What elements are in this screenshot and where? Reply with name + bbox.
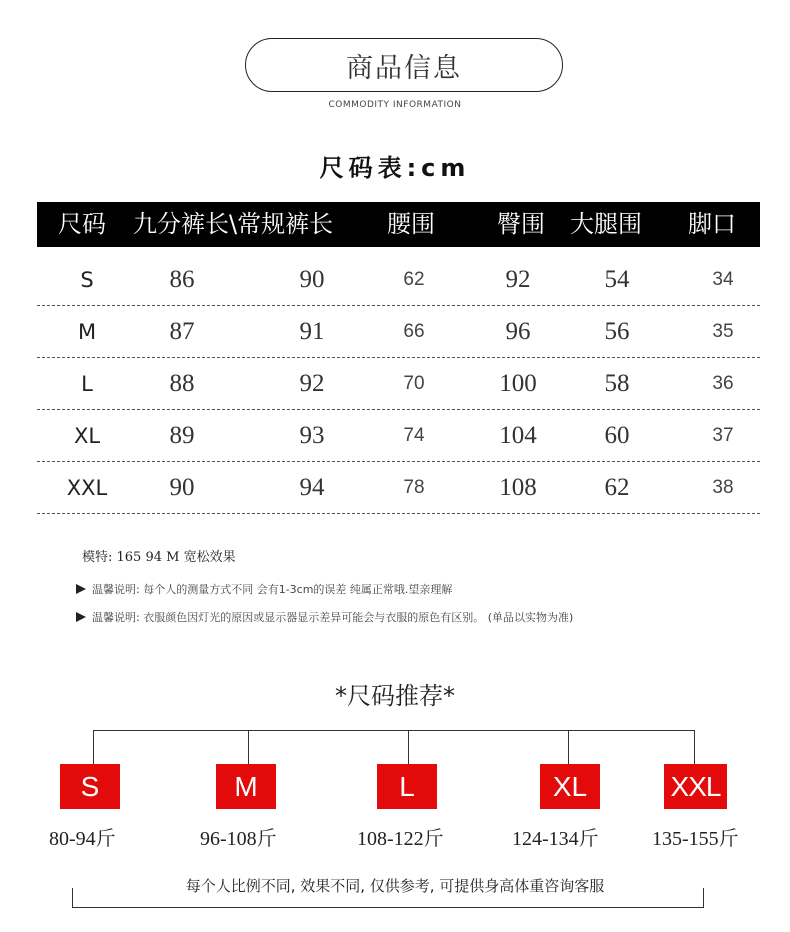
table-row: [37, 410, 760, 462]
cell-hem: 37: [712, 425, 734, 446]
size-box-m: M: [216, 764, 276, 809]
table-row: [37, 358, 760, 410]
col-header-hip: 臀围: [497, 210, 545, 238]
col-header-hem: 脚口: [688, 210, 736, 238]
col-header-waist: 腰围: [387, 210, 435, 238]
row-divider: [37, 513, 760, 514]
size-recommendation-title: *尺码推荐*: [335, 682, 455, 710]
cell-thigh: 58: [604, 370, 630, 397]
cell-length-regular: 91: [299, 318, 325, 345]
weight-range-xxl: 135-155斤: [652, 828, 739, 850]
section-title-pill: [245, 38, 563, 92]
size-box-xl: XL: [540, 764, 600, 809]
triangle-bullet-icon: [76, 612, 86, 622]
cell-size: XL: [73, 424, 101, 448]
consult-note: 每个人比例不同, 效果不同, 仅供参考, 可提供身高体重咨询客服: [185, 877, 605, 895]
cell-length-regular: 93: [299, 422, 325, 449]
cell-hem: 34: [712, 269, 734, 290]
cell-length-9: 88: [169, 370, 195, 397]
section-title: 商品信息: [346, 52, 462, 84]
table-row: [37, 254, 760, 306]
cell-size: M: [77, 320, 97, 344]
cell-hip: 104: [499, 422, 537, 449]
model-info: 模特: 165 94 M 宽松效果: [82, 550, 236, 565]
weight-range-m: 96-108斤: [200, 828, 277, 850]
size-table-header: [37, 202, 760, 247]
bracket-top-line: [93, 730, 694, 731]
col-header-thigh: 大腿围: [570, 210, 642, 238]
col-header-length: 九分裤长\常规裤长: [133, 210, 334, 238]
section-subtitle: COMMODITY INFORMATION: [328, 100, 462, 110]
size-box-xxl: XXL: [664, 764, 727, 809]
cell-length-9: 89: [169, 422, 195, 449]
cell-waist: 70: [403, 373, 425, 394]
note-text: 温馨说明: 衣服颜色因灯光的原因或显示器显示差异可能会与衣服的原色有区别。 (单品以实物为准): [92, 611, 574, 624]
size-box-s: S: [60, 764, 120, 809]
cell-hem: 35: [712, 321, 734, 342]
cell-hip: 100: [499, 370, 537, 397]
note-color: [76, 609, 573, 625]
cell-thigh: 54: [604, 266, 630, 293]
cell-length-regular: 92: [299, 370, 325, 397]
cell-hip: 96: [505, 318, 531, 345]
cell-thigh: 62: [604, 474, 630, 501]
cell-length-regular: 94: [299, 474, 325, 501]
weight-range-l: 108-122斤: [357, 828, 444, 850]
cell-thigh: 56: [604, 318, 630, 345]
cell-length-9: 86: [169, 266, 195, 293]
cell-size: XXL: [66, 476, 108, 500]
table-row: [37, 462, 760, 514]
cell-length-9: 90: [169, 474, 195, 501]
connector-line: [694, 730, 695, 764]
note-text: 温馨说明: 每个人的测量方式不同 会有1-3cm的误差 纯属正常哦.望亲理解: [92, 583, 453, 596]
cell-waist: 78: [403, 477, 425, 498]
triangle-bullet-icon: [76, 584, 86, 594]
cell-thigh: 60: [604, 422, 630, 449]
cell-size: L: [81, 372, 93, 396]
weight-range-s: 80-94斤: [49, 828, 116, 850]
cell-hem: 36: [712, 373, 734, 394]
size-chart-title: 尺码表:cm: [319, 154, 471, 182]
connector-line: [248, 730, 249, 764]
cell-size: S: [80, 268, 94, 292]
cell-length-9: 87: [169, 318, 195, 345]
connector-line: [93, 730, 94, 764]
note-measurement: [76, 581, 452, 597]
col-header-size: 尺码: [58, 210, 106, 238]
weight-range-xl: 124-134斤: [512, 828, 599, 850]
cell-hem: 38: [712, 477, 734, 498]
cell-waist: 66: [403, 321, 425, 342]
cell-hip: 108: [499, 474, 537, 501]
size-box-l: L: [377, 764, 437, 809]
connector-line: [568, 730, 569, 764]
cell-length-regular: 90: [299, 266, 325, 293]
connector-line: [408, 730, 409, 764]
table-row: [37, 306, 760, 358]
cell-hip: 92: [505, 266, 531, 293]
cell-waist: 74: [403, 425, 425, 446]
cell-waist: 62: [403, 269, 425, 290]
